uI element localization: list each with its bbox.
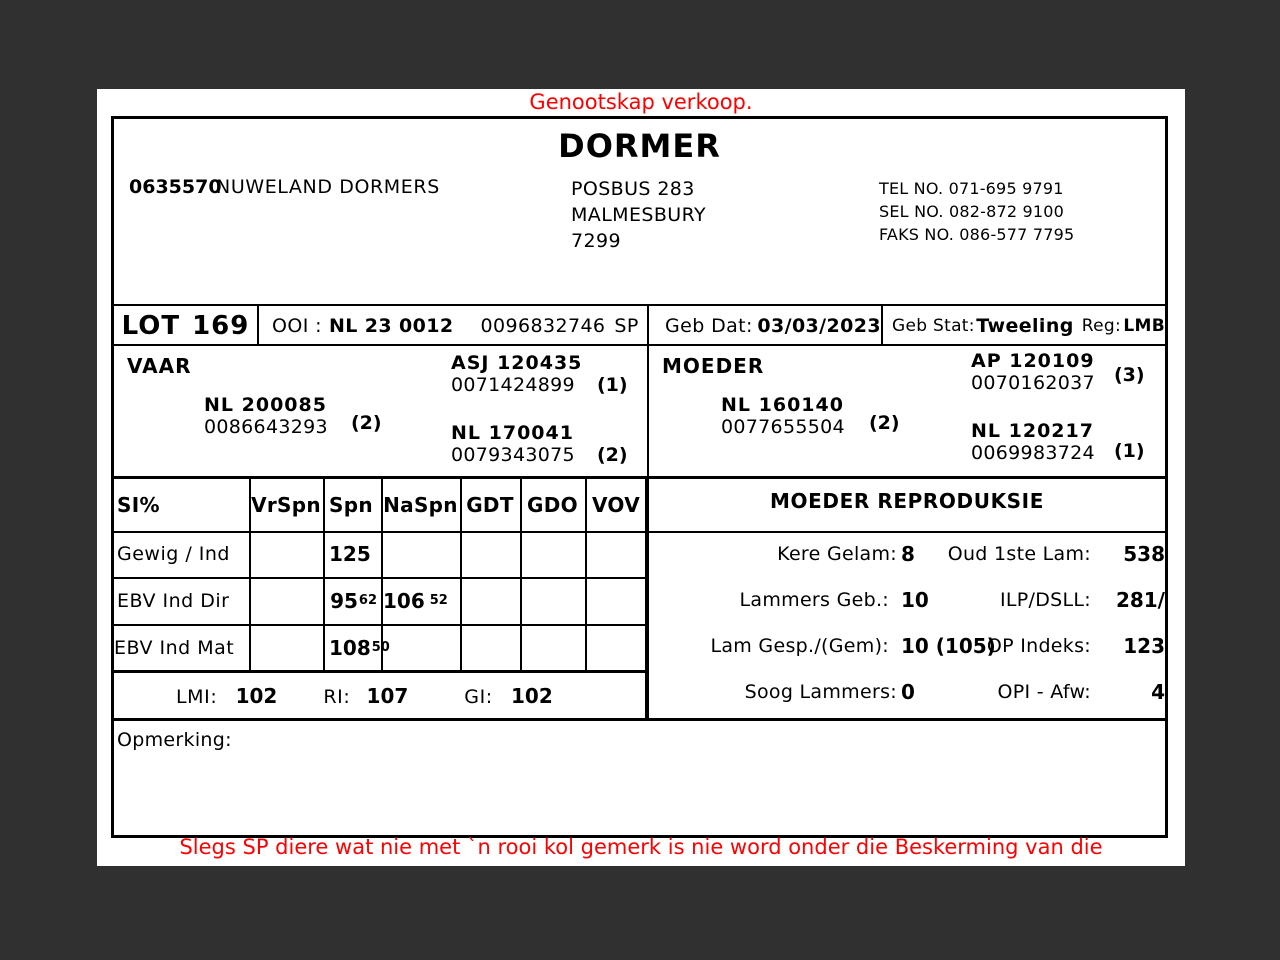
sire-parity: (2) (351, 412, 382, 434)
si-header-3: NaSpn (383, 493, 458, 517)
remarks-section (114, 721, 1165, 835)
lot-identity-row (114, 304, 1165, 346)
index-summary-row (114, 673, 647, 721)
si-value: 125 (329, 542, 371, 566)
dam-repro-line (649, 531, 1165, 577)
si-value: 95 (330, 588, 358, 613)
lmi-label: LMI: (176, 685, 218, 708)
sire-dam-identity (451, 422, 575, 466)
ooi-suffix: SP (614, 315, 639, 337)
dam-dam-name: NL 120217 (971, 420, 1094, 442)
si-subscript: 50 (371, 640, 390, 655)
document-sheet (97, 89, 1185, 866)
birth-date-value: 03/03/2023 (757, 315, 881, 337)
si-cell-r1-naspn (381, 577, 460, 624)
remarks-label: Opmerking: (117, 729, 232, 751)
si-header-2: Spn (329, 493, 373, 517)
address-line-2: MALMESBURY (571, 204, 706, 226)
sire-name: NL 200085 (204, 394, 327, 416)
ewe-identity-cell (257, 306, 647, 346)
breed-title: DORMER (558, 127, 721, 165)
gi-value: 102 (511, 683, 553, 708)
oud-1ste-lam-value: 538 (1123, 542, 1165, 566)
dam-reproduction-panel (647, 479, 1165, 721)
si-header-5: GDO (527, 493, 578, 517)
kere-gelam-label: Kere Gelam: (777, 543, 897, 565)
herd-number: 0635570 (129, 176, 222, 198)
dam-sire-identity (971, 350, 1095, 394)
lam-gesp-label: Lam Gesp./(Gem): (710, 635, 889, 657)
telephone-number: TEL NO. 071-695 9791 (879, 179, 1064, 198)
si-header-0: SI% (117, 493, 160, 517)
lot-number: 169 (192, 311, 250, 341)
registration-value: LMB (1123, 316, 1165, 336)
sire-dam-number: 0079343075 (451, 444, 575, 466)
ri-label: RI: (323, 685, 351, 708)
lmi-value: 102 (235, 683, 278, 708)
birth-status-cell (881, 306, 1165, 346)
ilp-dsll-value: 281/ (1115, 588, 1165, 612)
si-row-label-2: EBV Ind Mat (114, 636, 235, 659)
si-subscript: 52 (429, 593, 448, 608)
dam-repro-line (649, 577, 1165, 623)
lam-gesp-value: 10 (105) (901, 634, 996, 658)
dam-dam-number: 0069983724 (971, 442, 1095, 464)
dam-number: 0077655504 (721, 416, 845, 438)
ooi-label: OOI : (272, 315, 322, 337)
si-cell-r1-spn (323, 577, 381, 624)
opi-afw-label: OPI - Afw: (997, 681, 1091, 703)
lot-cell (114, 306, 257, 346)
kere-gelam-value: 8 (901, 542, 915, 566)
soog-lammers-value: 0 (901, 680, 915, 704)
dam-dam-identity (971, 420, 1095, 464)
si-header-4: GDT (466, 493, 514, 517)
dam-repro-line (649, 623, 1165, 669)
gi-pair (464, 684, 552, 708)
dam-identity (721, 394, 845, 438)
sire-dam-name: NL 170041 (451, 422, 574, 444)
dam-dam-parity: (1) (1114, 440, 1145, 462)
birth-status-label: Geb Stat: (892, 316, 975, 336)
birth-status-value: Tweeling (976, 315, 1074, 337)
dam-name: NL 160140 (721, 394, 844, 416)
dam-panel (647, 346, 1167, 476)
si-header-6: VOV (592, 493, 640, 517)
si-cell-r2-spn (323, 624, 390, 671)
sire-heading: VAAR (127, 354, 192, 378)
fax-number: FAKS NO. 086-577 7795 (879, 225, 1075, 244)
si-value: 108 (329, 635, 371, 660)
bottom-banner-text: Slegs SP diere wat nie met `n rooi kol gemerk is nie word onder die Beskerming van die (179, 835, 1103, 859)
ri-pair (323, 684, 408, 708)
top-banner-text: Genootskap verkoop. (529, 90, 753, 114)
address-line-3: 7299 (571, 230, 621, 252)
lammers-geb-label: Lammers Geb.: (739, 589, 889, 611)
dam-heading: MOEDER (662, 354, 765, 378)
sire-number: 0086643293 (204, 416, 328, 438)
sire-sire-number: 0071424899 (451, 374, 575, 396)
dam-sire-name: AP 120109 (971, 350, 1095, 372)
ri-value: 107 (366, 683, 409, 708)
lot-label: LOT (121, 311, 181, 341)
birth-date-cell (647, 306, 881, 346)
sire-sire-name: ASJ 120435 (451, 352, 583, 374)
sire-dam-parity: (2) (597, 444, 628, 466)
animal-record-card (111, 116, 1168, 838)
selection-index-table (114, 479, 647, 673)
op-indeks-value: 123 (1123, 634, 1165, 658)
sire-panel (114, 346, 647, 476)
ooi-number: 0096832746 (480, 315, 606, 337)
address-line-1: POSBUS 283 (571, 178, 695, 200)
si-row-label-1: EBV Ind Dir (117, 589, 230, 612)
lmi-pair (176, 684, 277, 708)
gi-label: GI: (464, 685, 493, 708)
postal-address (571, 176, 706, 254)
opi-afw-value: 4 (1151, 680, 1165, 704)
sire-sire-identity (451, 352, 582, 396)
dam-sire-parity: (3) (1114, 364, 1145, 386)
birth-date-label: Geb Dat: (665, 315, 753, 337)
sire-identity (204, 394, 328, 438)
si-value: 106 (383, 588, 425, 613)
cellphone-number: SEL NO. 082-872 9100 (879, 202, 1065, 221)
dam-reproduction-title: MOEDER REPRODUKSIE (770, 489, 1044, 513)
oud-1ste-lam-label: Oud 1ste Lam: (947, 543, 1091, 565)
registration-label: Reg: (1081, 316, 1122, 336)
soog-lammers-label: Soog Lammers: (744, 681, 897, 703)
dam-sire-number: 0070162037 (971, 372, 1095, 394)
si-header-1: VrSpn (251, 493, 321, 517)
dam-parity: (2) (869, 412, 900, 434)
dam-repro-line (649, 669, 1165, 715)
herd-name: NUWELAND DORMERS (216, 176, 440, 198)
op-indeks-label: OP Indeks: (986, 635, 1091, 657)
ilp-dsll-label: ILP/DSLL: (999, 589, 1091, 611)
pedigree-row (114, 346, 1165, 479)
sire-sire-parity: (1) (597, 374, 628, 396)
si-cell-r0-spn (323, 531, 381, 577)
lammers-geb-value: 10 (901, 588, 929, 612)
dam-reproduction-stats (649, 531, 1165, 715)
ooi-tag: NL 23 0012 (328, 315, 454, 337)
si-row-label-0: Gewig / Ind (117, 543, 230, 565)
si-subscript: 62 (358, 593, 377, 608)
contact-details (879, 177, 1074, 246)
